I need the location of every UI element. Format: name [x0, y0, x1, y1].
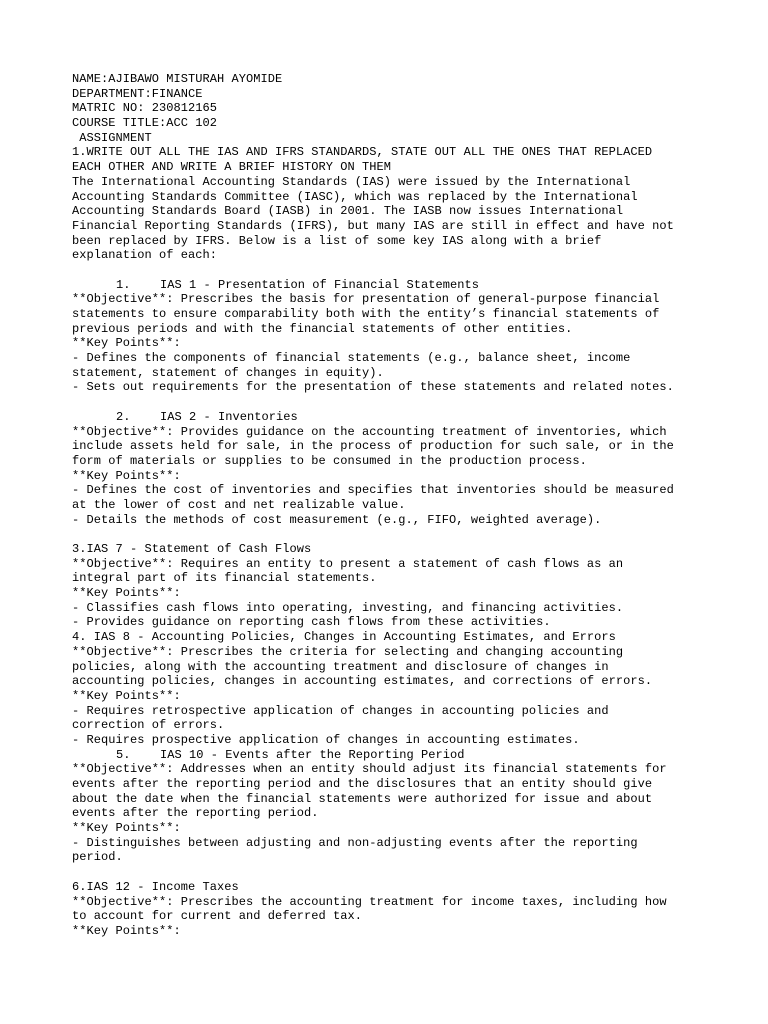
question-line: 1.WRITE OUT ALL THE IAS AND IFRS STANDARDS, STATE OUT ALL THE ONES THAT REPLACED [72, 145, 653, 160]
body-line: **Objective**: Requires an entity to present a statement of cash flows as an [72, 556, 624, 571]
document-page [72, 72, 732, 939]
body-line: period. [72, 850, 123, 865]
section-title: IAS 10 - Events after the Reporting Period [160, 747, 465, 762]
body-line: include assets held for sale, in the process of production for such sale, or in the [72, 439, 674, 454]
section-number: 5. [116, 747, 131, 762]
section-number: 2. [116, 409, 131, 424]
body-line: **Key Points**: [72, 923, 181, 938]
spacer [72, 395, 732, 410]
body-line: previous periods and with the financial statements of other entities. [72, 321, 573, 336]
body-line: **Key Points**: [72, 468, 181, 483]
section-title: IAS 2 - Inventories [160, 409, 298, 424]
body-line: correction of errors. [72, 718, 225, 733]
intro-line: been replaced by IFRS. Below is a list of some key IAS along with a brief [72, 233, 602, 248]
body-line: **Objective**: Prescribes the accounting treatment for income taxes, including how [72, 894, 667, 909]
question-line: EACH OTHER AND WRITE A BRIEF HISTORY ON THEM [72, 160, 392, 175]
section-heading-ias-2 [72, 410, 732, 425]
body-line: **Objective**: Prescribes the basis for presentation of general-purpose financial [72, 292, 660, 307]
section-heading-ias-7: 3.IAS 7 - Statement of Cash Flows [72, 542, 312, 556]
intro-line: The International Accounting Standards (IAS) were issued by the International [72, 174, 631, 189]
body-line: **Objective**: Prescribes the criteria for selecting and changing accounting [72, 644, 624, 659]
intro-line: Accounting Standards Committee (IASC), which was replaced by the International [72, 189, 638, 204]
body-line: - Defines the cost of inventories and specifies that inventories should be measured [72, 483, 674, 498]
body-line: - Sets out requirements for the presentation of these statements and related notes. [72, 380, 674, 395]
body-line: **Key Points**: [72, 586, 181, 601]
section-number: 1. [116, 277, 131, 292]
section-heading-ias-10 [72, 748, 732, 763]
body-line: events after the reporting period and the disclosures that an entity should give [72, 777, 653, 791]
body-line: - Distinguishes between adjusting and non-adjusting events after the reporting [72, 835, 638, 850]
intro-line: explanation of each: [72, 248, 218, 263]
body-line: - Details the methods of cost measurement (e.g., FIFO, weighted average). [72, 512, 602, 527]
body-line: - Classifies cash flows into operating, investing, and financing activities. [72, 600, 624, 615]
body-line: at the lower of cost and net realizable value. [72, 497, 406, 512]
section-title: IAS 1 - Presentation of Financial Statements [160, 277, 480, 292]
spacer [72, 263, 732, 278]
body-line: **Key Points**: [72, 821, 181, 836]
body-line: statement, statement of changes in equity). [72, 365, 384, 380]
section-heading-ias-12: 6.IAS 12 - Income Taxes [72, 879, 239, 894]
body-line: **Objective**: Addresses when an entity should adjust its financial statements for [72, 762, 667, 777]
spacer [72, 527, 732, 542]
body-line: **Objective**: Provides guidance on the accounting treatment of inventories, which [72, 424, 667, 439]
section-heading-ias-8: 4. IAS 8 - Accounting Policies, Changes in Accounting Estimates, and Errors [72, 630, 616, 645]
body-line: accounting policies, changes in accounting estimates, and corrections of errors. [72, 674, 653, 689]
body-line: to account for current and deferred tax. [72, 909, 363, 924]
body-line: integral part of its financial statements. [72, 571, 377, 586]
body-line: **Key Points**: [72, 688, 181, 703]
course-title: COURSE TITLE:ACC 102 [72, 116, 218, 131]
spacer [72, 865, 732, 880]
body-line: statements to ensure comparability both with the entity’s financial statements of [72, 307, 660, 321]
assignment-label: ASSIGNMENT [72, 130, 152, 145]
student-name: NAME:AJIBAWO MISTURAH AYOMIDE [72, 72, 283, 86]
body-line: **Key Points**: [72, 336, 181, 351]
body-line: - Defines the components of financial statements (e.g., balance sheet, income [72, 351, 631, 366]
matric-number: MATRIC NO: 230812165 [72, 101, 218, 116]
intro-line: Accounting Standards Board (IASB) in 2001. The IASB now issues International [72, 204, 624, 219]
body-line: - Requires prospective application of changes in accounting estimates. [72, 732, 580, 747]
body-line: events after the reporting period. [72, 806, 319, 821]
body-line: - Provides guidance on reporting cash flows from these activities. [72, 615, 551, 630]
body-line: - Requires retrospective application of changes in accounting policies and [72, 703, 609, 718]
department: DEPARTMENT:FINANCE [72, 86, 203, 101]
body-line: form of materials or supplies to be consumed in the production process. [72, 453, 587, 468]
intro-line: Financial Reporting Standards (IFRS), but many IAS are still in effect and have not [72, 218, 674, 233]
body-line: policies, along with the accounting treatment and disclosure of changes in [72, 659, 609, 674]
section-heading-ias-1 [72, 278, 732, 293]
body-line: about the date when the financial statements were authorized for issue and about [72, 791, 653, 806]
